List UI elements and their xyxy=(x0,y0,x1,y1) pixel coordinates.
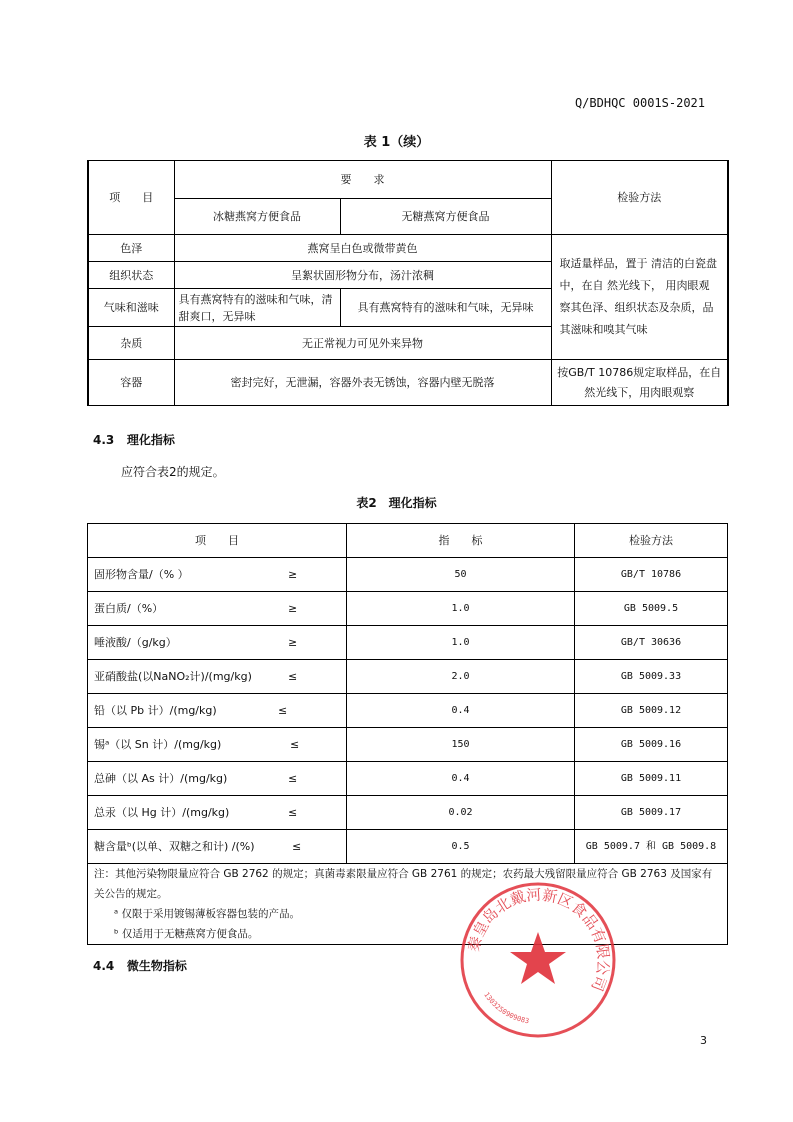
table-row xyxy=(88,694,347,728)
t1-head-method: 检验方法 xyxy=(551,161,728,235)
t1-head-item: 项 目 xyxy=(88,161,174,235)
section-4-3-heading xyxy=(93,431,175,448)
comparison-symbol: ≤ xyxy=(292,840,302,853)
comparison-symbol: ≥ xyxy=(288,568,298,581)
item-value: 0.4 xyxy=(347,694,575,728)
table-row xyxy=(88,830,347,864)
item-method: GB 5009.16 xyxy=(575,728,728,762)
table2-title: 表2 理化指标 xyxy=(356,496,437,510)
t1-texture-req: 呈絮状固形物分布，汤汁浓稠 xyxy=(174,262,551,289)
document-code: Q/BDHQC 0001S-2021 xyxy=(574,96,705,110)
item-method: GB/T 30636 xyxy=(575,626,728,660)
t1-container-req: 密封完好，无泄漏，容器外表无锈蚀，容器内壁无脱落 xyxy=(174,360,551,406)
comparison-symbol: ≥ xyxy=(288,636,298,649)
section-4-3-text: 应符合表2的规定。 xyxy=(121,465,225,479)
t1-container-method: 按GB/T 10786规定取样品，在自然光线下，用肉眼观察 xyxy=(551,360,728,406)
item-method: GB 5009.12 xyxy=(575,694,728,728)
t1-container-item: 容器 xyxy=(88,360,174,406)
t2-head-item: 项 目 xyxy=(88,524,347,558)
table1 xyxy=(87,160,729,406)
comparison-symbol: ≤ xyxy=(278,704,288,717)
page-number: 3 xyxy=(700,1034,707,1047)
item-value: 1.0 xyxy=(347,626,575,660)
table2-notes xyxy=(88,864,728,945)
item-method: GB 5009.17 xyxy=(575,796,728,830)
table1-title: 表 1（续） xyxy=(363,135,430,150)
t1-color-req: 燕窝呈白色或微带黄色 xyxy=(174,235,551,262)
t1-impurity-req: 无正常视力可见外来异物 xyxy=(174,327,551,360)
table-row xyxy=(88,592,347,626)
item-value: 0.4 xyxy=(347,762,575,796)
comparison-symbol: ≤ xyxy=(290,738,300,751)
item-label: 铅（以 Pb 计）/(mg/kg) xyxy=(94,704,217,717)
section-number: 4.3 xyxy=(93,433,115,447)
item-method: GB 5009.33 xyxy=(575,660,728,694)
item-method: GB 5009.7 和 GB 5009.8 xyxy=(575,830,728,864)
note-a: ᵃ 仅限于采用镀锡薄板容器包装的产品。 xyxy=(114,908,300,920)
note-main: 注：其他污染物限量应符合 GB 2762 的规定；真菌毒素限量应符合 GB 2761 的规定；农药最大残留限量应符合 GB 2763 及国家有关公告的规定。 xyxy=(94,868,713,900)
table-row xyxy=(88,728,347,762)
t2-head-index: 指 标 xyxy=(347,524,575,558)
t1-smell-item: 气味和滋味 xyxy=(88,289,174,327)
comparison-symbol: ≤ xyxy=(288,670,298,683)
seal-text: 秦皇岛北戴河新区食品有限公司 xyxy=(464,885,613,994)
table-row xyxy=(88,626,347,660)
item-method: GB/T 10786 xyxy=(575,558,728,592)
section-title: 微生物指标 xyxy=(126,959,187,973)
comparison-symbol: ≤ xyxy=(288,806,298,819)
item-value: 0.5 xyxy=(347,830,575,864)
item-value: 50 xyxy=(347,558,575,592)
item-method: GB 5009.11 xyxy=(575,762,728,796)
t1-head-col-b: 无糖燕窝方便食品 xyxy=(340,199,551,235)
item-value: 0.02 xyxy=(347,796,575,830)
t1-sensory-method: 取适量样品，置于 清洁的白瓷盘中，在自 然光线下， 用肉眼观 察其色泽、组织状态及杂质，品其滋味和嗅其气味 xyxy=(551,235,728,360)
t1-impurity-item: 杂质 xyxy=(88,327,174,360)
table2 xyxy=(87,523,728,945)
item-label: 固形物含量/（% ） xyxy=(94,568,189,581)
item-label: 唾液酸/（g/kg） xyxy=(94,636,177,649)
t1-smell-req-a: 具有燕窝特有的滋味和气味，清甜爽口，无异味 xyxy=(174,289,340,327)
table-row xyxy=(88,762,347,796)
table-row xyxy=(88,796,347,830)
item-label: 亚硝酸盐(以NaNO₂计)/(mg/kg) xyxy=(94,670,252,683)
item-label: 糖含量ᵇ(以单、双糖之和计) /(%) xyxy=(94,840,255,853)
section-title: 理化指标 xyxy=(126,433,175,447)
item-value: 150 xyxy=(347,728,575,762)
t1-texture-item: 组织状态 xyxy=(88,262,174,289)
item-value: 1.0 xyxy=(347,592,575,626)
seal-star-icon xyxy=(510,932,566,984)
table-row xyxy=(88,660,347,694)
note-b: ᵇ 仅适用于无糖燕窝方便食品。 xyxy=(114,928,259,940)
comparison-symbol: ≥ xyxy=(288,602,298,615)
t1-head-requirement: 要 求 xyxy=(174,161,551,199)
t1-color-item: 色泽 xyxy=(88,235,174,262)
item-method: GB 5009.5 xyxy=(575,592,728,626)
table-row xyxy=(88,558,347,592)
section-number: 4.4 xyxy=(93,959,115,973)
t1-smell-req-b: 具有燕窝特有的滋味和气味，无异味 xyxy=(340,289,551,327)
item-label: 蛋白质/（%） xyxy=(94,602,164,615)
item-label: 总汞（以 Hg 计）/(mg/kg) xyxy=(94,806,230,819)
item-label: 锡ᵃ（以 Sn 计）/(mg/kg) xyxy=(94,738,222,751)
company-seal xyxy=(458,880,618,1040)
item-value: 2.0 xyxy=(347,660,575,694)
seal-code: 1303250909083 xyxy=(482,990,530,1026)
t1-head-col-a: 冰糖燕窝方便食品 xyxy=(174,199,340,235)
item-label: 总砷（以 As 计）/(mg/kg) xyxy=(94,772,228,785)
comparison-symbol: ≤ xyxy=(288,772,298,785)
section-4-4-heading xyxy=(93,957,187,974)
t2-head-method: 检验方法 xyxy=(575,524,728,558)
